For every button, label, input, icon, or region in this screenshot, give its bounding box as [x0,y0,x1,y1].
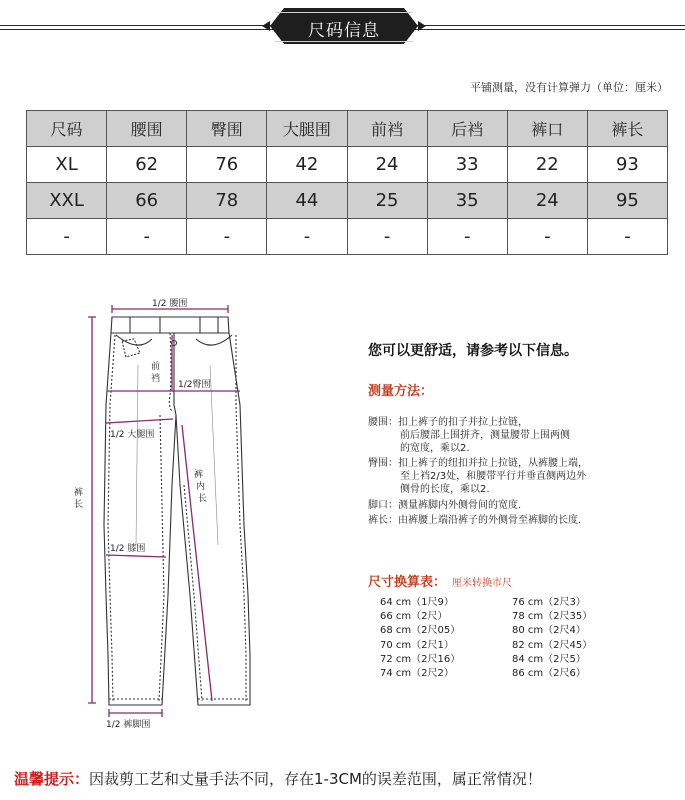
conversion-item: 74 cm（2尺2） [380,668,454,680]
conversion-item: 82 cm（2尺45） [512,639,593,651]
label-half-knee: 1/2 膝围 [110,544,146,554]
measure-lines [88,305,240,717]
header-banner [262,8,426,44]
table-cell: 35 [427,183,507,219]
table-row [27,147,668,183]
conversion-item: 66 cm（2尺） [380,611,448,623]
measure-line: 臀围：扣上裤子的纽扣并拉上拉链，从裤腰上端， [368,458,588,469]
conversion-right-column [512,596,592,681]
pants-diagram [60,295,280,735]
table-cell: - [187,219,267,255]
table-header-row [27,111,668,147]
table-cell: 44 [267,183,347,219]
conversion-item: 84 cm（2尺5） [512,653,586,665]
table-row [27,219,668,255]
page-title: 尺码信息 [308,21,380,41]
table-cell: - [27,219,107,255]
conversion-title [368,571,512,590]
table-cell: 33 [427,147,507,183]
measure-line: 至上裆2/3处，和腰带平行并垂直侧两边外 [400,471,587,482]
table-cell: 42 [267,147,347,183]
measure-line: 侧骨的长度，乘以2. [400,484,490,495]
table-cell: 78 [187,183,267,219]
table-cell: 66 [107,183,187,219]
conversion-title-text: 尺寸换算表： [368,575,447,590]
table-cell: 76 [187,147,267,183]
label-front-rise-1: 前 [151,362,161,372]
header-cell: 裤口 [507,111,587,147]
header-cell: 臀围 [187,111,267,147]
measure-line: 前后腰部上围拼齐，测量腰带上围两侧 [400,430,570,441]
footer-tip [14,768,542,789]
conversion-item: 64 cm（1尺9） [380,597,454,608]
table-cell: - [507,219,587,255]
warm-tip-text: 因裁剪工艺和丈量手法不同，存在1-3CM的误差范围，属正常情况！ [89,770,542,788]
size-table [26,110,668,255]
header-cell: 后裆 [427,111,507,147]
conversion-item: 78 cm（2尺35） [512,611,593,623]
conversion-subtitle: 厘米转换市尺 [452,578,513,589]
table-cell: - [107,219,187,255]
table-cell: - [427,219,507,255]
measure-line: 腰围：扣上裤子的扣子并拉上拉链， [368,417,528,428]
label-length-1: 裤 [74,488,84,498]
label-front-rise-2: 裆 [151,374,161,384]
table-cell: 95 [587,183,667,219]
label-length-2: 长 [74,500,84,510]
label-inseam-1: 裤 [194,470,204,480]
table-cell: 93 [587,147,667,183]
table-cell: - [267,219,347,255]
label-half-thigh: 1/2 大腿围 [110,430,155,440]
conversion-item: 68 cm（2尺05） [380,625,461,637]
measure-title: 测量方法： [368,384,434,399]
table-cell: 24 [347,147,427,183]
label-half-leg-opening: 1/2 裤脚围 [106,720,151,730]
conversion-left-column [380,596,460,681]
conversion-item: 80 cm（2尺4） [512,625,586,637]
conversion-item: 70 cm（2尺1） [380,639,454,651]
header-cell: 大腿围 [267,111,347,147]
table-cell: XL [27,147,107,183]
label-half-hip: 1/2臀围 [178,380,211,390]
table-row [27,183,668,219]
table-cell: 25 [347,183,427,219]
conversion-item: 76 cm（2尺3） [512,597,586,608]
header-cell: 裤长 [587,111,667,147]
info-title: 您可以更舒适，请参考以下信息。 [368,343,578,359]
label-inseam-2: 内 [196,482,206,492]
table-cell: 24 [507,183,587,219]
table-cell: - [587,219,667,255]
table-cell: 62 [107,147,187,183]
conversion-item: 72 cm（2尺16） [380,653,461,665]
measure-line: 裤长：由裤腰上端沿裤子的外侧骨至裤脚的长度. [368,515,582,526]
pants-outline [104,317,250,705]
header-cell: 前裆 [347,111,427,147]
banner-left-tip [262,21,270,31]
table-cell: XXL [27,183,107,219]
measure-line: 脚口：测量裤脚内外侧骨间的宽度. [368,500,522,511]
measurement-note: 平铺测量，没有计算弹力（单位：厘米） [470,81,668,94]
banner-right-tip [418,21,426,31]
conversion-item: 86 cm（2尺6） [512,668,586,680]
warm-tip-label: 温馨提示： [14,770,90,788]
measure-line: 的宽度，乘以2. [400,443,470,454]
label-inseam-3: 长 [198,494,208,504]
header-cell: 腰围 [107,111,187,147]
table-cell: 22 [507,147,587,183]
header-cell: 尺码 [27,111,107,147]
label-half-waist: 1/2 腰围 [152,299,188,309]
table-cell: - [347,219,427,255]
